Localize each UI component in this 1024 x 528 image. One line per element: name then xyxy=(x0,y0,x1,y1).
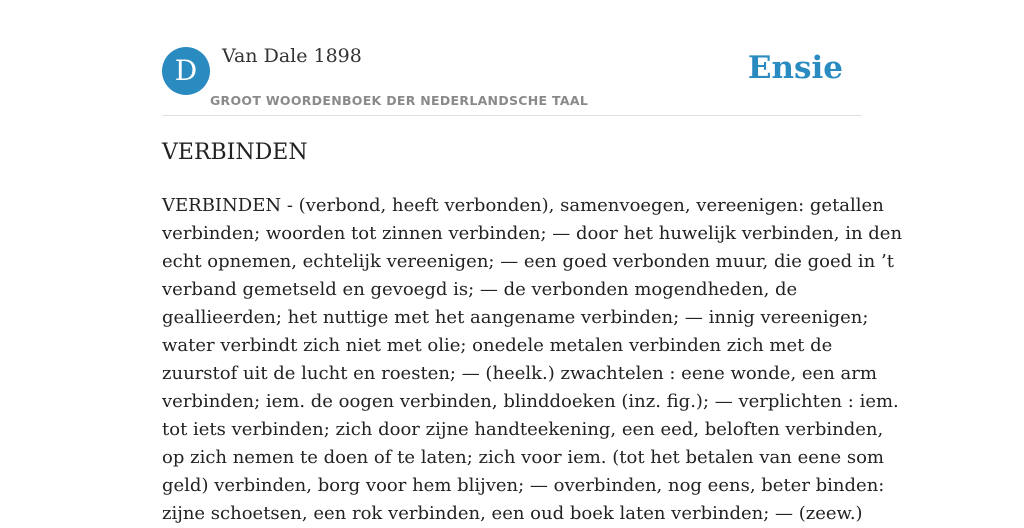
dictionary-header xyxy=(162,0,862,116)
dictionary-title[interactable]: Van Dale 1898 xyxy=(222,45,362,67)
dictionary-logo[interactable]: D xyxy=(162,47,210,95)
definition-line: verbinden; woorden tot zinnen verbinden; — door het huwelijk verbinden, in den xyxy=(162,223,903,244)
definition-line: verband gemetseld en gevoegd is; — de verbonden mogendheden, de xyxy=(162,279,798,300)
definition-line: water verbindt zich niet met olie; onedele metalen verbinden zich met de xyxy=(162,335,833,356)
definition-text xyxy=(162,192,903,528)
brand-logo[interactable]: Ensie xyxy=(747,50,843,86)
definition-line: geallieerden; het nuttige met het aangename verbinden; — innig vereenigen; xyxy=(162,307,869,328)
headword: VERBINDEN xyxy=(162,140,308,165)
definition-line: echt opnemen, echtelijk vereenigen; — een goed verbonden muur, die goed in ’t xyxy=(162,251,894,272)
definition-line: VERBINDEN - (verbond, heeft verbonden), samenvoegen, vereenigen: getallen xyxy=(162,195,884,216)
definition-line: zuurstof uit de lucht en roesten; — (heelk.) zwachtelen : eene wonde, een arm xyxy=(162,363,877,384)
dictionary-subtitle: GROOT WOORDENBOEK DER NEDERLANDSCHE TAAL xyxy=(210,93,589,108)
page xyxy=(162,0,903,524)
definition-line: op zich nemen te doen of te laten; zich voor iem. (tot het betalen van eene som xyxy=(162,447,884,468)
definition-line: tot iets verbinden; zich door zijne handteekening, een eed, beloften verbinden, xyxy=(162,419,884,440)
definition-line: geld) verbinden, borg voor hem blijven; — overbinden, nog eens, beter binden: xyxy=(162,475,885,496)
definition-line: zijne schoetsen, een rok verbinden, een oud boek laten verbinden; — (zeew.) xyxy=(162,503,863,524)
definition-line: verbinden; iem. de oogen verbinden, blinddoeken (inz. fig.); — verplichten : iem. xyxy=(162,391,899,412)
